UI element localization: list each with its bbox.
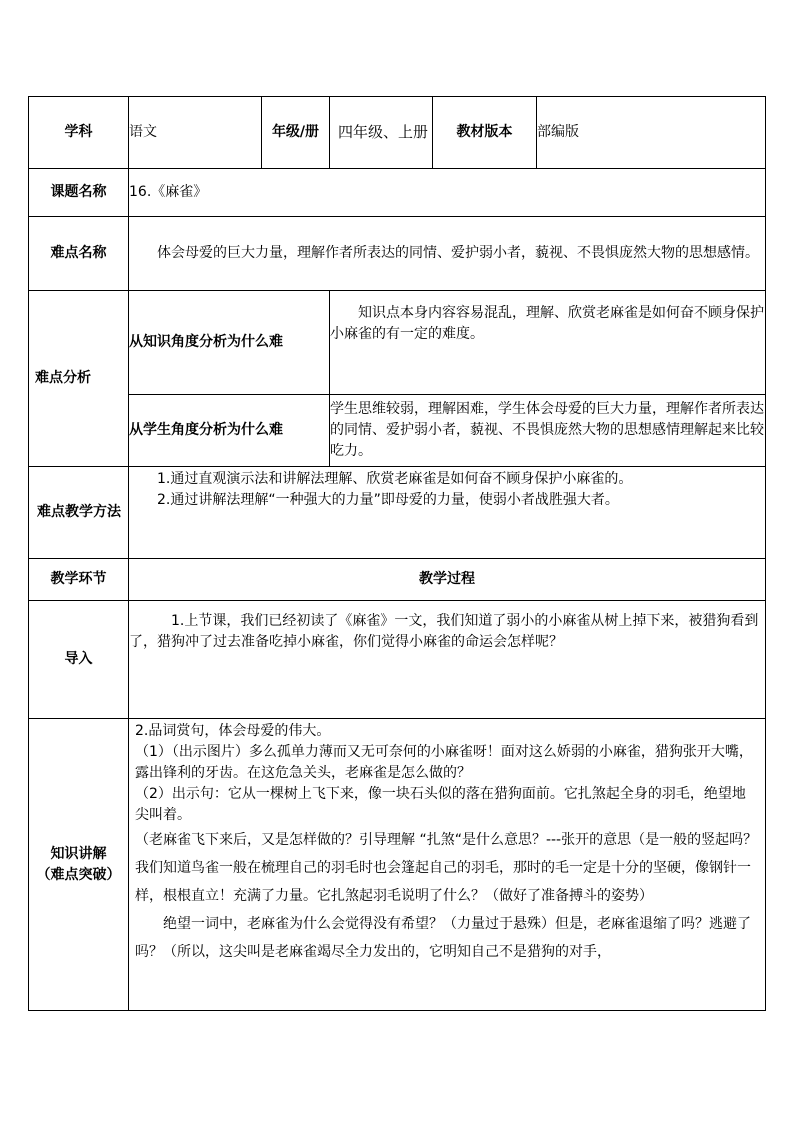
edition-value: 部编版 xyxy=(537,97,766,169)
difficulty-row xyxy=(29,217,766,291)
lesson-label: 课题名称 xyxy=(29,169,129,217)
process-header: 教学过程 xyxy=(129,559,766,601)
knowledge-angle-text: 知识点本身内容容易混乱，理解、欣赏老麻雀是如何奋不顾身保护小麻雀的有一定的难度。 xyxy=(330,291,766,395)
method-item: 2.通过讲解法理解“一种强大的力量”即母爱的力量，使弱小者战胜强大者。 xyxy=(157,492,619,508)
knowledge-paragraph: 2.品词赏句，体会母爱的伟大。 xyxy=(135,723,331,739)
edition-label: 教材版本 xyxy=(433,97,537,169)
methods-row xyxy=(29,467,766,559)
grade-label: 年级/册 xyxy=(262,97,330,169)
knowledge-label xyxy=(29,719,129,1011)
student-angle-text: 学生思维较弱，理解困难，学生体会母爱的巨大力量，理解作者所表达的同情、爱护弱小者，藐视、不畏惧庞然大物的思想感情理解起来比较吃力。 xyxy=(330,395,766,467)
subject-label: 学科 xyxy=(29,97,129,169)
knowledge-paragraph: 绝望一词中，老麻雀为什么会觉得没有希望？（力量过于悬殊）但是，老麻雀退缩了吗？逃避了吗？（所以，这尖叫是老麻雀竭尽全力发出的，它明知自己不是猎狗的对手， xyxy=(135,916,751,960)
knowledge-label-line1: 知识讲解 xyxy=(50,845,107,862)
analysis-knowledge-row xyxy=(29,291,766,395)
method-item: 1.通过直观演示法和讲解法理解、欣赏老麻雀是如何奋不顾身保护小麻雀的。 xyxy=(157,471,633,487)
lesson-value: 16.《麻雀》 xyxy=(129,169,766,217)
analysis-label: 难点分析 xyxy=(29,291,129,467)
difficulty-label: 难点名称 xyxy=(29,217,129,291)
student-angle-label: 从学生角度分析为什么难 xyxy=(129,395,330,467)
knowledge-paragraph: （老麻雀飞下来后，又是怎样做的？引导理解 “扎煞“是什么意思？---张开的意思（是一般的竖起吗？我们知道鸟雀一般在梳理自己的羽毛时也会篷起自己的羽毛，那时的毛一定是十分的坚硬，像钢针一样，根根直立！充满了力量。它扎煞起羽毛说明了什么？（做好了准备搏斗的姿势） xyxy=(135,832,758,904)
knowledge-paragraph: （2）出示句：它从一棵树上飞下来，像一块石头似的落在猎狗面前。它扎煞起全身的羽毛，绝望地尖叫着。 xyxy=(135,786,746,823)
stage-header: 教学环节 xyxy=(29,559,129,601)
header-row xyxy=(29,97,766,169)
intro-label: 导入 xyxy=(29,601,129,719)
analysis-student-row xyxy=(29,395,766,467)
methods-list xyxy=(129,467,766,559)
knowledge-row xyxy=(29,719,766,1011)
knowledge-angle-label: 从知识角度分析为什么难 xyxy=(129,291,330,395)
lesson-plan-table xyxy=(28,96,766,1011)
knowledge-paragraph: （1）（出示图片）多么孤单力薄而又无可奈何的小麻雀呀！面对这么娇弱的小麻雀，猎狗张开大嘴，露出锋利的牙齿。在这危急关头，老麻雀是怎么做的？ xyxy=(135,744,753,781)
lesson-row xyxy=(29,169,766,217)
subject-value: 语文 xyxy=(129,97,262,169)
intro-row xyxy=(29,601,766,719)
methods-label: 难点教学方法 xyxy=(29,467,129,559)
grade-value: 四年级、上册 xyxy=(330,97,433,169)
process-header-row xyxy=(29,559,766,601)
knowledge-content xyxy=(129,719,766,1011)
intro-text: 1.上节课，我们已经初读了《麻雀》一文，我们知道了弱小的小麻雀从树上掉下来，被猎狗看到了，猎狗冲了过去准备吃掉小麻雀，你们觉得小麻雀的命运会怎样呢？ xyxy=(129,601,766,719)
knowledge-label-line2: （难点突破） xyxy=(36,866,121,883)
difficulty-value: 体会母爱的巨大力量，理解作者所表达的同情、爱护弱小者，藐视、不畏惧庞然大物的思想感情。 xyxy=(129,217,766,291)
